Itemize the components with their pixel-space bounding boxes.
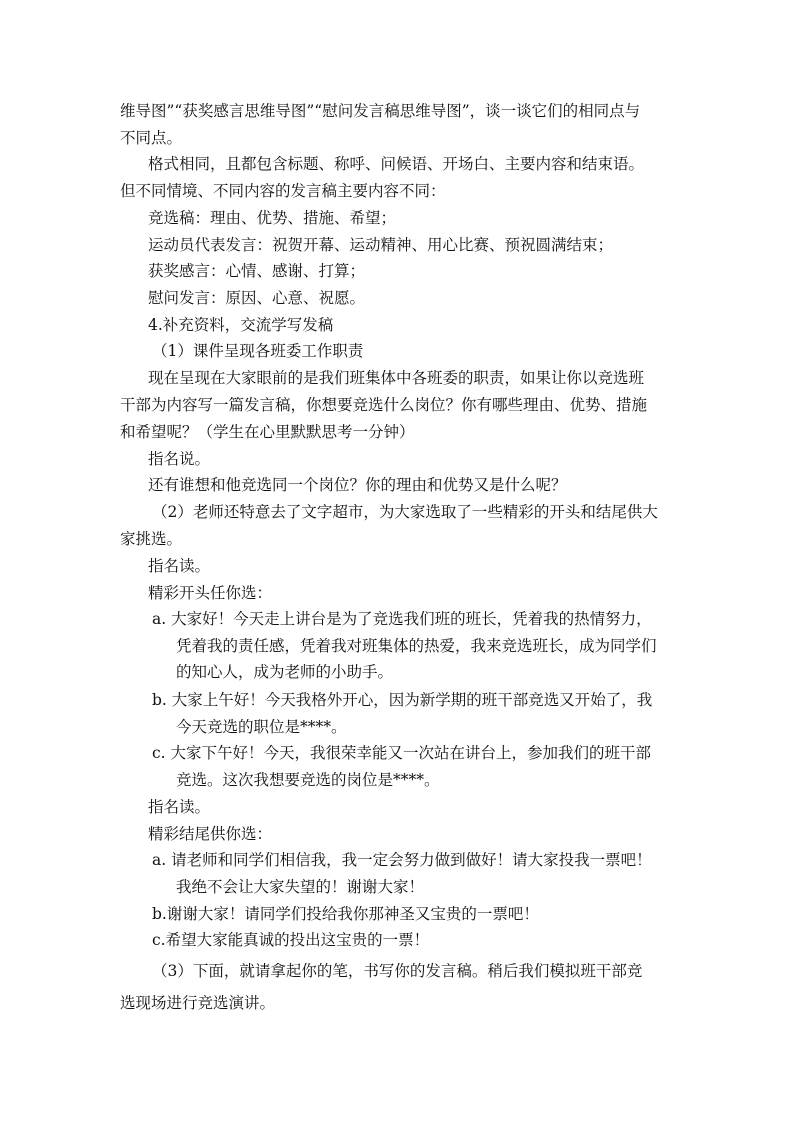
- list-item: a. 大家好！今天走上讲台是为了竞选我们班的班长，凭着我的热情努力，: [152, 610, 652, 628]
- list-item: a. 请老师和同学们相信我，我一定会努力做到做好！请大家投我一票吧！: [152, 851, 652, 869]
- text-line: 格式相同，且都包含标题、称呼、问候语、开场白、主要内容和结束语。: [148, 155, 645, 173]
- text-line: 指名读。: [148, 798, 211, 816]
- list-item: b.谢谢大家！请同学们投给我你那神圣又宝贵的一票吧！: [152, 905, 539, 923]
- text-line: 家挑选。: [120, 530, 183, 548]
- list-item: c.希望大家能真诚的投出这宝贵的一票！: [152, 931, 430, 949]
- text-line: 不同点。: [120, 129, 183, 147]
- list-item: b. 大家上午好！今天我格外开心，因为新学期的班干部竞选又开始了，我: [152, 691, 653, 709]
- text-line: 干部为内容写一篇发言稿，你想要竞选什么岗位？你有哪些理由、优势、措施: [120, 396, 648, 414]
- subsection-heading: （2）老师还特意去了文字超市，为大家选取了一些精彩的开头和结尾供大: [152, 503, 658, 521]
- text-line: 精彩结尾供你选：: [148, 825, 273, 843]
- text-line: 维导图”“获奖感言思维导图”“慰问发言稿思维导图”，谈一谈它们的相同点与: [120, 102, 641, 120]
- text-line: 获奖感言：心情、感谢、打算；: [148, 262, 366, 280]
- text-line: 还有谁想和他竞选同一个岗位？你的理由和优势又是什么呢？: [148, 476, 567, 494]
- text-line: 和希望呢？（学生在心里默默思考一分钟）: [120, 423, 415, 441]
- text-line: 慰问发言：原因、心意、祝愿。: [148, 289, 366, 307]
- text-line: 现在呈现在大家眼前的是我们班集体中各班委的职责，如果让你以竞选班: [148, 369, 645, 387]
- list-item-continuation: 凭着我的责任感，凭着我对班集体的热爱，我来竞选班长，成为同学们: [176, 637, 657, 655]
- text-line: 精彩开头任你选：: [148, 584, 273, 602]
- text-line: 指名说。: [148, 450, 211, 468]
- section-heading: 4.补充资料，交流学写发稿: [148, 316, 334, 334]
- text-line: 选现场进行竞选演讲。: [120, 994, 276, 1012]
- subsection-heading: （1）课件呈现各班委工作职责: [152, 342, 364, 360]
- list-item-continuation: 的知心人，成为老师的小助手。: [176, 663, 394, 681]
- text-line: 指名读。: [148, 557, 211, 575]
- text-line: 竞选稿：理由、优势、措施、希望；: [148, 209, 397, 227]
- list-item-continuation: 竞选。这次我想要竞选的岗位是****。: [176, 771, 440, 789]
- text-line: 但不同情境、不同内容的发言稿主要内容不同：: [120, 182, 446, 200]
- list-item: c. 大家下午好！今天，我很荣幸能又一次站在讲台上，参加我们的班干部: [152, 744, 652, 762]
- list-item-continuation: 今天竞选的职位是****。: [176, 718, 347, 736]
- subsection-heading: （3）下面，就请拿起你的笔，书写你的发言稿。稍后我们模拟班干部竞: [152, 962, 643, 980]
- list-item-continuation: 我绝不会让大家失望的！谢谢大家！: [176, 878, 425, 896]
- text-line: 运动员代表发言：祝贺开幕、运动精神、用心比赛、预祝圆满结束；: [148, 236, 614, 254]
